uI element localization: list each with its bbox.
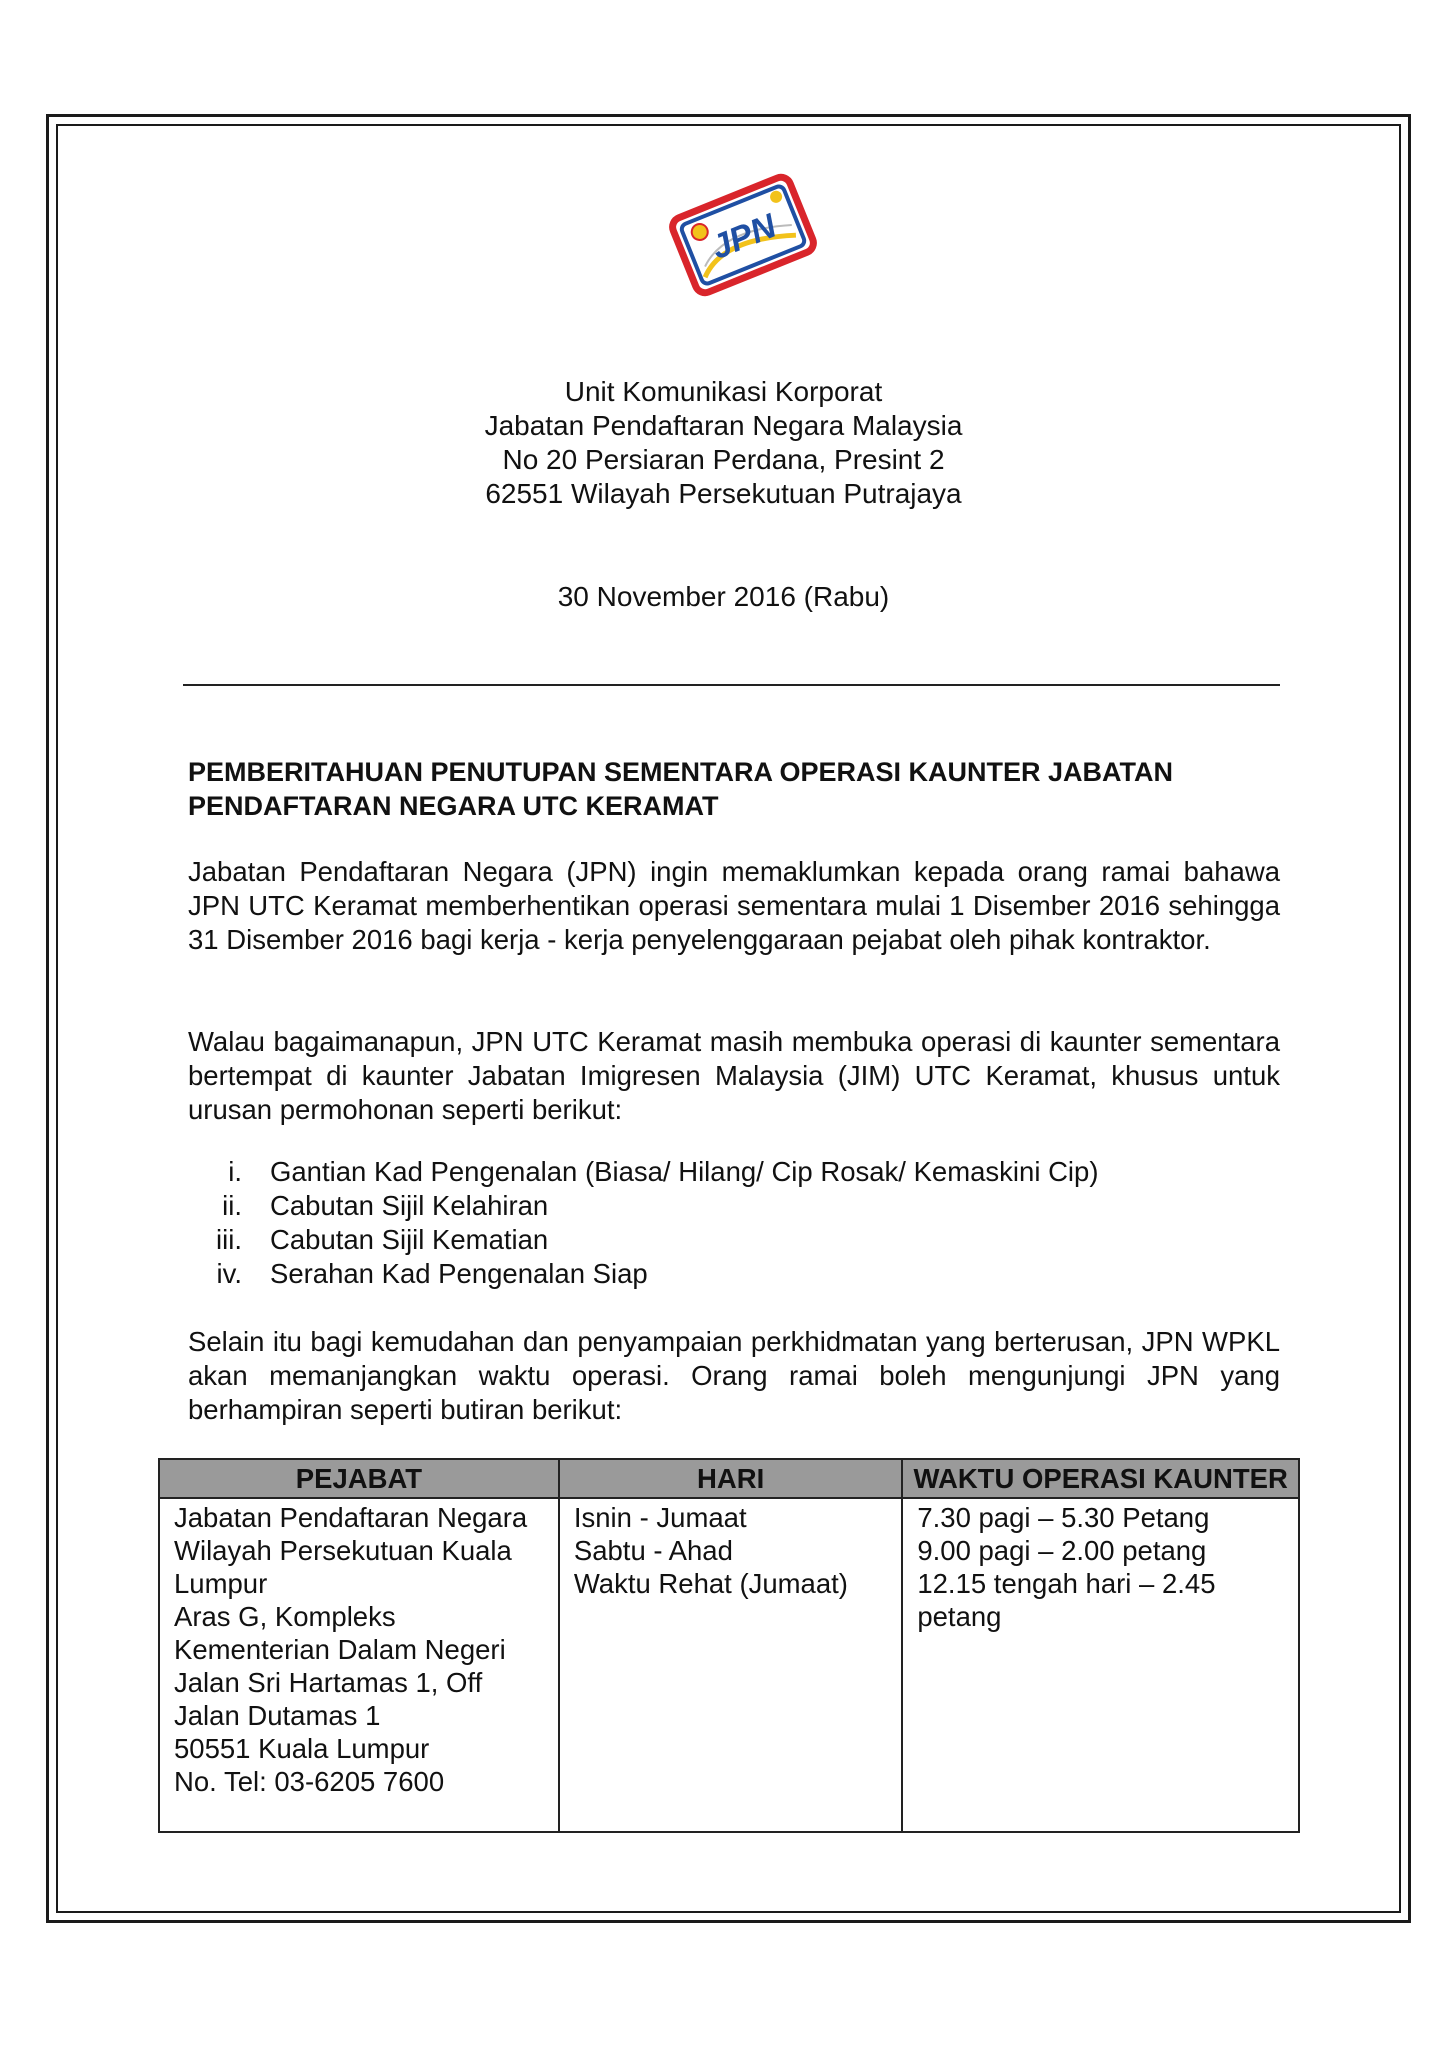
operations-table <box>158 1458 1300 1833</box>
address-line: No 20 Persiaran Perdana, Presint 2 <box>502 444 945 475</box>
hour-line: 12.15 tengah hari – 2.45 <box>917 1568 1216 1599</box>
divider <box>183 684 1280 686</box>
office-line: Kementerian Dalam Negeri <box>174 1634 506 1665</box>
header-office: PEJABAT <box>159 1459 559 1498</box>
services-list <box>188 1155 1188 1291</box>
logo-text: JPN <box>705 206 782 267</box>
address-line: Unit Komunikasi Korporat <box>564 376 883 407</box>
office-line: Jabatan Pendaftaran Negara <box>174 1502 528 1533</box>
sender-address <box>0 375 1447 511</box>
list-item <box>188 1155 1188 1189</box>
list-item-text: Cabutan Sijil Kematian <box>270 1224 549 1255</box>
list-item <box>188 1189 1188 1223</box>
cell-days <box>559 1498 902 1832</box>
hour-line: 9.00 pagi – 2.00 petang <box>917 1535 1207 1566</box>
list-item-number: iii. <box>216 1224 242 1255</box>
paragraph-temporary-counter: Walau bagaimanapun, JPN UTC Keramat masih membuka operasi di kaunter sementara bertempat di kaunter Jabatan Imigresen Malaysia (JIM) UTC Keramat, khusus untuk urusan permohonan seperti berikut: <box>188 1026 1280 1125</box>
list-item-number: iv. <box>216 1258 242 1289</box>
list-item-number: ii. <box>222 1190 242 1221</box>
header-hours: WAKTU OPERASI KAUNTER <box>902 1459 1299 1498</box>
hour-line: petang <box>917 1601 1002 1632</box>
list-item <box>188 1223 1188 1257</box>
hour-line: 7.30 pagi – 5.30 Petang <box>917 1502 1210 1533</box>
list-item-text: Serahan Kad Pengenalan Siap <box>270 1258 648 1289</box>
office-line: Jalan Sri Hartamas 1, Off <box>174 1667 483 1698</box>
list-item-number: i. <box>228 1156 242 1187</box>
office-line: Aras G, Kompleks <box>174 1601 396 1632</box>
letter-date: 30 November 2016 (Rabu) <box>557 581 890 612</box>
table-header-row <box>159 1459 1299 1498</box>
paragraph-extended-hours: Selain itu bagi kemudahan dan penyampaian perkhidmatan yang berterusan, JPN WPKL akan memanjangkan waktu operasi. Orang ramai boleh mengunjungi JPN yang berhampiran seperti butiran berikut: <box>188 1326 1280 1425</box>
office-line: No. Tel: 03-6205 7600 <box>174 1766 445 1797</box>
list-item <box>188 1257 1188 1291</box>
day-line: Isnin - Jumaat <box>573 1502 747 1533</box>
notice-title: PEMBERITAHUAN PENUTUPAN SEMENTARA OPERASI KAUNTER JABATAN PENDAFTARAN NEGARA UTC KERAMAT <box>188 757 1174 821</box>
jpn-logo <box>652 160 834 310</box>
cell-office <box>159 1498 559 1832</box>
day-line: Waktu Rehat (Jumaat) <box>573 1568 848 1599</box>
cell-hours <box>902 1498 1299 1832</box>
office-line: 50551 Kuala Lumpur <box>174 1733 430 1764</box>
list-item-text: Cabutan Sijil Kelahiran <box>270 1190 549 1221</box>
list-item-text: Gantian Kad Pengenalan (Biasa/ Hilang/ Cip Rosak/ Kemaskini Cip) <box>270 1156 1099 1187</box>
header-day: HARI <box>559 1459 902 1498</box>
day-line: Sabtu - Ahad <box>573 1535 733 1566</box>
address-line: Jabatan Pendaftaran Negara Malaysia <box>484 410 963 441</box>
office-line: Jalan Dutamas 1 <box>174 1700 381 1731</box>
paragraph-intro: Jabatan Pendaftaran Negara (JPN) ingin memaklumkan kepada orang ramai bahawa JPN UTC Keramat memberhentikan operasi sementara mulai 1 Disember 2016 sehingga 31 Disember 2016 bagi kerja - kerja penyelenggaraan pejabat oleh pihak kontraktor. <box>188 856 1280 955</box>
office-line: Lumpur <box>174 1568 268 1599</box>
table-row <box>159 1498 1299 1832</box>
office-line: Wilayah Persekutuan Kuala <box>174 1535 512 1566</box>
address-line: 62551 Wilayah Persekutuan Putrajaya <box>485 478 962 509</box>
